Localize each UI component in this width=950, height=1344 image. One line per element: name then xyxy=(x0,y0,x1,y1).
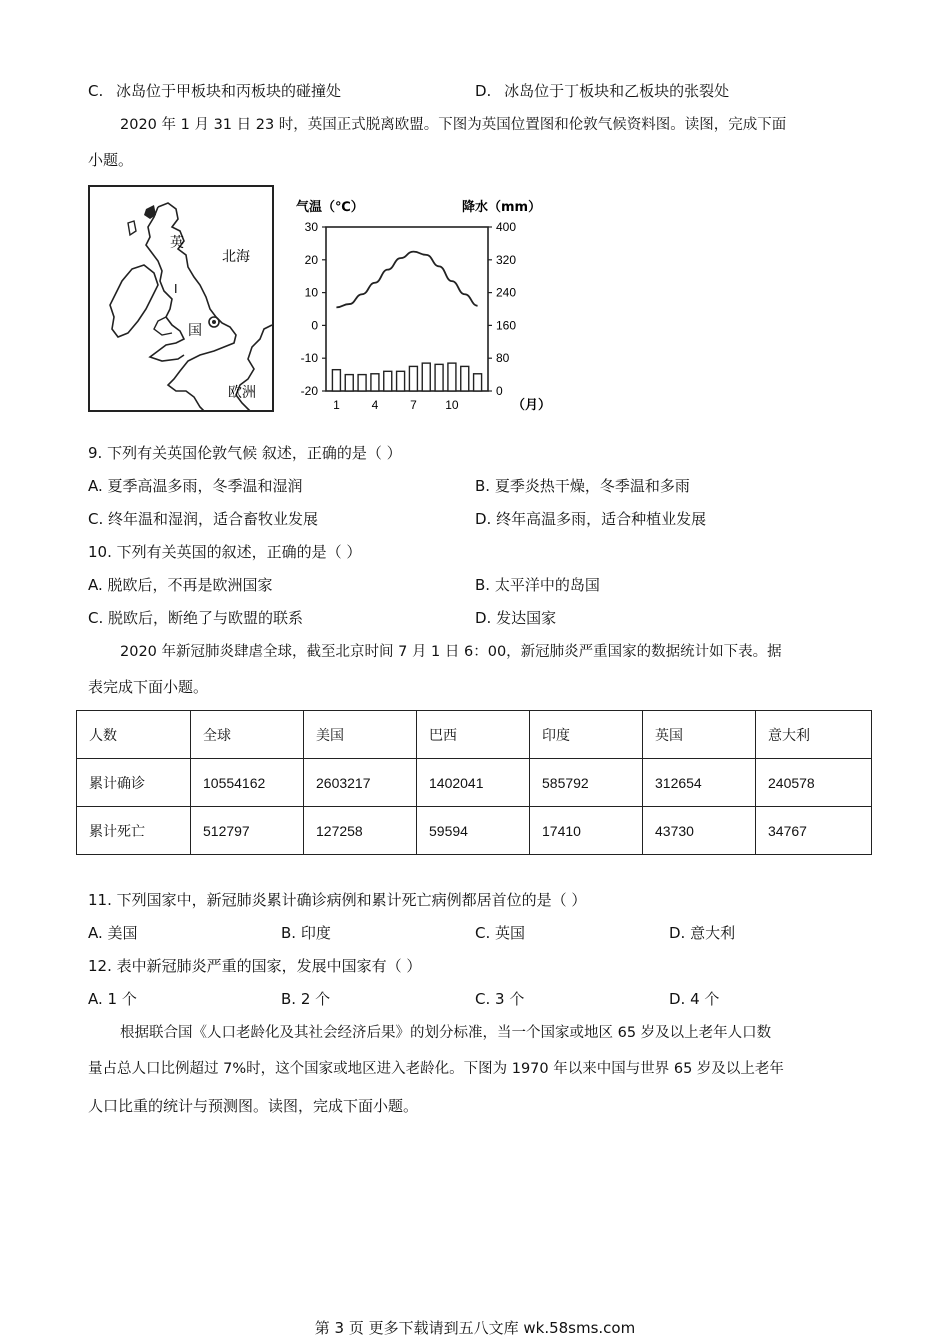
x-tick-label: 10 xyxy=(445,398,459,412)
wales-shape xyxy=(154,317,172,335)
london-marker-dot xyxy=(212,320,216,324)
precipitation-bar xyxy=(384,371,392,391)
table-cell: 127258 xyxy=(304,807,417,855)
table-cell: 312654 xyxy=(643,759,756,807)
intro-covid-line1: 2020 年新冠肺炎肆虐全球，截至北京时间 7 月 1 日 6：00，新冠肺炎严重国家的数据统计如下表。据 xyxy=(120,644,782,660)
precipitation-bar xyxy=(474,374,482,391)
table-cell: 34767 xyxy=(756,807,872,855)
table-header-cell: 全球 xyxy=(191,711,304,759)
table-cell: 1402041 xyxy=(417,759,530,807)
intro-aging-line3: 人口比重的统计与预测图。读图，完成下面小题。 xyxy=(88,1097,419,1115)
q11-stem: 11. 下列国家中，新冠肺炎累计确诊病例和累计死亡病例都居首位的是（ ） xyxy=(88,891,587,909)
left-axis-ticks xyxy=(301,220,326,398)
q12-stem: 12. 表中新冠肺炎严重的国家，发展中国家有（ ） xyxy=(88,957,422,975)
uk-map-and-climate-chart xyxy=(88,185,558,420)
page-footer: 第 3 页 更多下载请到五八文库 wk.58sms.com xyxy=(314,1319,636,1337)
table-row xyxy=(77,759,872,807)
right-tick-label: 320 xyxy=(496,252,517,267)
chart-ylabel-right: 降水（mm） xyxy=(462,200,542,215)
climate-chart xyxy=(296,199,551,413)
intro-uk-line1: 2020 年 1 月 31 日 23 时，英国正式脱离欧盟。下图为英国位置图和伦敦气候资料图。读图，完成下面 xyxy=(120,117,787,133)
table-header-cell: 巴西 xyxy=(417,711,530,759)
q9-option-b: B. 夏季炎热干燥，冬季温和多雨 xyxy=(475,477,690,495)
table-cell: 585792 xyxy=(530,759,643,807)
map-label-divider: I xyxy=(174,282,178,296)
small-island-2 xyxy=(128,221,136,235)
left-tick-label: 0 xyxy=(311,318,318,333)
q9-stem: 9. 下列有关英国伦敦气候 叙述，正确的是（ ） xyxy=(88,444,402,462)
precipitation-bar xyxy=(371,374,379,391)
right-tick-label: 80 xyxy=(496,351,510,366)
q8-option-d xyxy=(475,81,729,101)
intro-uk-line2: 小题。 xyxy=(88,151,134,169)
q11-option-d: D. 意大利 xyxy=(669,924,736,942)
precipitation-bar xyxy=(448,363,456,391)
precipitation-bar xyxy=(345,375,353,391)
table-cell: 240578 xyxy=(756,759,872,807)
precipitation-bar xyxy=(409,366,417,391)
q10-option-b: B. 太平洋中的岛国 xyxy=(475,576,600,594)
ireland-shape xyxy=(110,265,158,337)
left-tick-label: -20 xyxy=(300,384,318,398)
table-row xyxy=(77,807,872,855)
precipitation-bar xyxy=(397,371,405,391)
option-label: C. xyxy=(88,82,104,100)
chart-ylabel-left: 气温（℃） xyxy=(296,200,364,215)
q12-option-b: B. 2 个 xyxy=(281,990,331,1008)
table-cell: 59594 xyxy=(417,807,530,855)
map-label-europe: 欧洲 xyxy=(228,385,256,401)
q10-stem: 10. 下列有关英国的叙述，正确的是（ ） xyxy=(88,543,362,561)
table-cell: 2603217 xyxy=(304,759,417,807)
table-cell: 累计死亡 xyxy=(77,807,191,855)
left-tick-label: 20 xyxy=(304,252,318,267)
temperature-line xyxy=(336,252,477,308)
precipitation-bar xyxy=(435,364,443,391)
uk-figure xyxy=(88,185,558,420)
table-cell: 43730 xyxy=(643,807,756,855)
x-tick-label: 4 xyxy=(371,398,379,412)
precipitation-bars xyxy=(332,363,481,391)
q10-option-c: C. 脱欧后，断绝了与欧盟的联系 xyxy=(88,609,304,627)
intro-aging-line1: 根据联合国《人口老龄化及其社会经济后果》的划分标准，当一个国家或地区 65 岁及以上老年人口数 xyxy=(120,1025,772,1041)
q9-option-c: C. 终年温和湿润，适合畜牧业发展 xyxy=(88,510,319,528)
x-axis-ticks xyxy=(333,398,459,412)
q11-option-a: A. 美国 xyxy=(88,924,138,942)
table-cell: 17410 xyxy=(530,807,643,855)
q9-option-a: A. 夏季高温多雨，冬季温和湿润 xyxy=(88,477,303,495)
right-tick-label: 160 xyxy=(496,318,517,333)
table-header-cell: 人数 xyxy=(77,711,191,759)
covid-table xyxy=(76,710,872,855)
q8-option-c xyxy=(88,81,341,101)
right-tick-label: 240 xyxy=(496,285,517,300)
intro-covid-line2: 表完成下面小题。 xyxy=(88,678,209,696)
table-header-cell: 英国 xyxy=(643,711,756,759)
left-tick-label: 10 xyxy=(304,285,318,300)
map-label-north-sea: 北海 xyxy=(222,249,250,265)
chart-xlabel: （月） xyxy=(512,398,552,413)
x-tick-label: 7 xyxy=(410,398,417,412)
map-label-guo: 国 xyxy=(188,323,202,339)
table-cell: 512797 xyxy=(191,807,304,855)
table-cell: 累计确诊 xyxy=(77,759,191,807)
q11-option-b: B. 印度 xyxy=(281,924,331,942)
q9-option-d: D. 终年高温多雨，适合种植业发展 xyxy=(475,510,707,528)
option-text: 冰岛位于丁板块和乙板块的张裂处 xyxy=(504,82,730,100)
left-tick-label: -10 xyxy=(300,351,318,366)
table-header-cell: 印度 xyxy=(530,711,643,759)
option-label: D. xyxy=(475,82,492,100)
right-axis-ticks xyxy=(488,220,516,398)
table-header-row xyxy=(77,711,872,759)
right-tick-label: 0 xyxy=(496,384,503,398)
q10-option-d: D. 发达国家 xyxy=(475,609,557,627)
precipitation-bar xyxy=(422,363,430,391)
precipitation-bar xyxy=(358,375,366,391)
precipitation-bar xyxy=(461,366,469,391)
table-header-cell: 美国 xyxy=(304,711,417,759)
q12-option-d: D. 4 个 xyxy=(669,990,720,1008)
left-tick-label: 30 xyxy=(304,220,318,234)
q11-option-c: C. 英国 xyxy=(475,924,526,942)
q12-option-a: A. 1 个 xyxy=(88,990,137,1008)
intro-aging-line2: 量占总人口比例超过 7%时，这个国家或地区进入老龄化。下图为 1970 年以来中国与世界 65 岁及以上老年 xyxy=(88,1061,784,1077)
q10-option-a: A. 脱欧后，不再是欧洲国家 xyxy=(88,576,273,594)
table-cell: 10554162 xyxy=(191,759,304,807)
option-text: 冰岛位于甲板块和丙板块的碰撞处 xyxy=(116,82,342,100)
q12-option-c: C. 3 个 xyxy=(475,990,525,1008)
precipitation-bar xyxy=(332,370,340,391)
map-label-ying: 英 xyxy=(170,235,184,251)
table-header-cell: 意大利 xyxy=(756,711,872,759)
x-tick-label: 1 xyxy=(333,398,340,412)
right-tick-label: 400 xyxy=(496,220,517,234)
map-frame xyxy=(89,186,273,411)
